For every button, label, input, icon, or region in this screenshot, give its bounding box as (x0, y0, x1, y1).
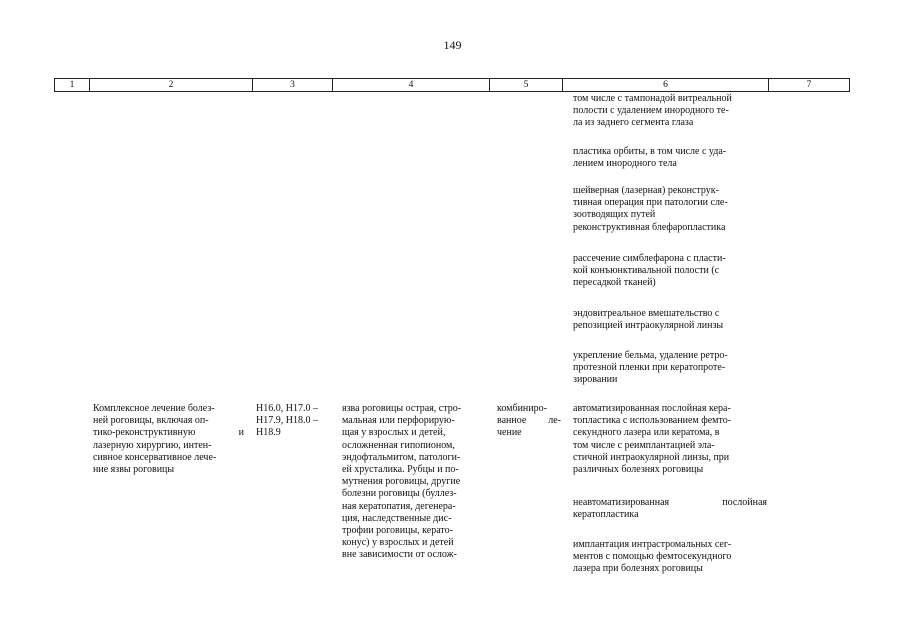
text-line: ей хрусталика. Рубцы и по- (342, 464, 459, 476)
text-line: реконструктивная блефаропластика (573, 221, 726, 233)
text-line: язва роговицы острая, стро- (342, 403, 462, 414)
icd-codes-cell (256, 403, 332, 440)
text-line: имплантация интрастромальных сег- (573, 539, 732, 550)
column-header-7: 7 (768, 79, 850, 91)
text-line: протезной пленки при кератопроте- (573, 362, 726, 374)
text-line: ней роговицы, включая оп- (93, 415, 209, 427)
text-line: мальная или перфорирую- (342, 415, 455, 427)
text-line: рассечение симблефарона с пласти- (573, 253, 726, 264)
text-line: тивная операция при патологии сле- (573, 197, 728, 209)
text-line: кератопластика (573, 509, 639, 521)
text-line: зоотводящих путей (573, 209, 656, 221)
text-line: тико-реконструктивную и (93, 427, 244, 439)
text-line: Комплексное лечение болез- (93, 403, 215, 414)
text-line: топластика с использованием фемто- (573, 415, 732, 427)
treatment-method-block (573, 253, 767, 290)
text-line: конус) у взрослых и детей (342, 537, 454, 549)
column-header-6: 6 (562, 79, 768, 91)
text-line: эндофтальмитом, патологи- (342, 451, 461, 463)
text-line: ментов с помощью фемтосекундного (573, 551, 732, 563)
treatment-method-block (573, 146, 767, 170)
text-line: пересадкой тканей) (573, 277, 656, 289)
treatment-method-block (573, 350, 767, 387)
text-line: зировании (573, 374, 618, 386)
text-line: укрепление бельма, удаление ретро- (573, 350, 728, 361)
text-line: пластика орбиты, в том числе с уда- (573, 146, 727, 157)
text-line: кой конъюнктивальной полости (с (573, 265, 720, 277)
text-line: ция, наследственные дис- (342, 512, 452, 524)
text-line: репозицией интраокулярной линзы (573, 320, 724, 332)
text-line: комбиниро- (497, 403, 547, 414)
text-line: лазерную хирургию, интен- (93, 439, 212, 451)
text-line: H18.9 (256, 427, 281, 439)
column-header-3: 3 (252, 79, 332, 91)
text-line: стичной интраокулярной линзы, при (573, 451, 730, 463)
text-line: лением инородного тела (573, 158, 677, 170)
treatment-method-block (573, 403, 767, 476)
text-line: мутнения роговицы, другие (342, 476, 461, 488)
patient-model-cell (342, 403, 487, 562)
treatment-method-block (573, 497, 767, 521)
text-line: щая у взрослых и детей, (342, 427, 446, 439)
column-header-2: 2 (89, 79, 252, 91)
text-line: том числе с реимплантацией эла- (573, 439, 715, 451)
table-header-row (54, 78, 850, 92)
text-line: трофии роговицы, керато- (342, 525, 453, 537)
column-header-5: 5 (489, 79, 562, 91)
treatment-method-block (573, 308, 767, 332)
text-line: осложненная гипопионом, (342, 439, 455, 451)
text-line: лазера при болезнях роговицы (573, 563, 703, 575)
text-line: H17.9, H18.0 – (256, 415, 318, 427)
column-header-1: 1 (54, 79, 89, 91)
column-header-4: 4 (332, 79, 489, 91)
text-line: том числе с тампонадой витреальной (573, 93, 732, 104)
page-number: 149 (443, 38, 462, 52)
treatment-method-block (573, 185, 767, 234)
treatment-type-cell (497, 403, 561, 440)
text-line: ванное ле- (497, 415, 561, 427)
text-line: ла из заднего сегмента глаза (573, 117, 694, 129)
text-line: чение (497, 427, 522, 439)
text-line: неавтоматизированная послойная (573, 497, 767, 508)
text-line: болезни роговицы (буллез- (342, 488, 457, 500)
text-line: автоматизированная послойная кера- (573, 403, 731, 414)
text-line: шейверная (лазерная) реконструк- (573, 185, 719, 196)
text-line: сивное консервативное лече- (93, 451, 217, 463)
text-line: эндовитреальное вмешательство с (573, 308, 720, 319)
text-line: вне зависимости от ослож- (342, 549, 457, 561)
text-line: ная кератопатия, дегенера- (342, 500, 456, 512)
treatment-method-block (573, 539, 767, 576)
treatment-method-block (573, 93, 767, 130)
text-line: секундного лазера или кератома, в (573, 427, 720, 439)
treatment-name-cell (93, 403, 244, 476)
text-line: ние язвы роговицы (93, 464, 175, 476)
text-line: различных болезнях роговицы (573, 464, 704, 476)
text-line: H16.0, H17.0 – (256, 403, 318, 414)
text-line: полости с удалением инородного те- (573, 105, 729, 117)
